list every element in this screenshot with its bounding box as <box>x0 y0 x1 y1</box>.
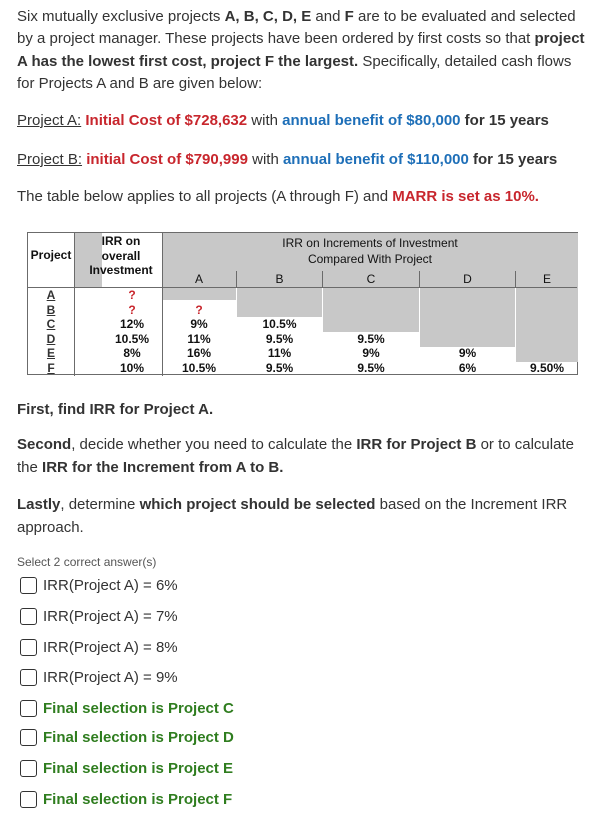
row-label-text: A <box>46 288 56 302</box>
irr-overall-d: 10.5% <box>114 331 150 346</box>
checkbox[interactable] <box>20 760 37 777</box>
option-label: Final selection is Project E <box>43 759 234 777</box>
row-label-c <box>28 317 74 332</box>
option-final-e[interactable] <box>20 759 233 777</box>
incr-c-vs-b: 10.5% <box>262 317 297 332</box>
intro-text-4: Specifically, detailed cash flows for Projects A and B are given below: <box>17 52 572 93</box>
incr-f-vs-c: 9.5% <box>357 361 385 375</box>
project-b-with: with <box>247 151 283 168</box>
intro-bold-sentence: project A has the lowest first cost, project F the largest. <box>17 30 585 70</box>
step-2-bold: IRR for Project B <box>356 436 477 453</box>
project-b-line <box>17 151 557 168</box>
option-irr-a-6[interactable] <box>20 576 178 594</box>
intro-paragraph <box>17 6 587 96</box>
checkbox[interactable] <box>20 577 37 594</box>
header-irr-line2: overall <box>101 248 141 263</box>
step-2-line-2 <box>17 459 283 476</box>
project-b-benefit: annual benefit of $110,000 <box>282 151 469 168</box>
header-irr-line3: Investment <box>89 263 153 277</box>
project-b-years: for 15 years <box>468 151 558 168</box>
incr-d-vs-b: 9.5% <box>265 331 294 346</box>
step-2-lead: Second <box>17 436 72 453</box>
option-label: IRR(Project A) = 7% <box>43 607 178 625</box>
option-label: Final selection is Project F <box>43 790 233 808</box>
col-header-c: C <box>366 272 376 286</box>
marr-text: The table below applies to all projects (A through F) and <box>17 188 393 205</box>
gray-diag-d <box>420 287 515 347</box>
header-incr-line2: Compared With Project <box>307 252 433 266</box>
option-final-f[interactable] <box>20 790 232 808</box>
step-2-text-2: or to calculate <box>476 436 574 453</box>
table-divider <box>74 233 75 376</box>
marr-line <box>17 188 539 205</box>
step-3-bold: which project should be selected <box>139 496 376 513</box>
intro-letter-f: F <box>344 8 354 25</box>
header-project: Project <box>30 248 72 262</box>
option-label: Final selection is Project D <box>43 728 234 746</box>
project-a-years: for 15 years <box>460 112 549 129</box>
irr-overall-f: 10% <box>119 361 145 375</box>
incr-e-vs-c: 9% <box>362 346 380 361</box>
irr-overall-a: ? <box>128 288 136 302</box>
project-a-benefit: annual benefit of $80,000 <box>282 112 461 129</box>
header-irr-line1: IRR on <box>101 234 141 248</box>
option-final-c[interactable] <box>20 699 234 717</box>
row-label-text: B <box>46 302 56 317</box>
step-2-text: , decide whether you need to calculate the <box>71 436 357 453</box>
step-2-line-1 <box>17 436 574 453</box>
row-label-text: C <box>46 317 56 332</box>
option-final-d[interactable] <box>20 728 234 746</box>
checkbox[interactable] <box>20 700 37 717</box>
step-2-bold-2: IRR for the Increment from A to B. <box>42 459 284 476</box>
col-header-a: A <box>194 272 203 286</box>
incr-d-vs-c: 9.5% <box>357 331 385 346</box>
option-label: IRR(Project A) = 8% <box>43 638 178 656</box>
incr-f-vs-b: 9.5% <box>265 361 294 375</box>
option-irr-a-9[interactable] <box>20 668 178 686</box>
project-b-cost: initial Cost of $790,999 <box>82 151 248 168</box>
row-label-text: F <box>47 361 55 375</box>
step-3-text: , determine <box>60 496 140 513</box>
checkbox[interactable] <box>20 608 37 625</box>
step-3-text-2: based on the Increment IRR <box>375 496 568 513</box>
checkbox[interactable] <box>20 791 37 808</box>
project-a-cost: Initial Cost of $728,632 <box>85 112 248 129</box>
step-3-lead: Lastly <box>17 496 61 513</box>
step-1: First, find IRR for Project A. <box>17 401 214 418</box>
option-irr-a-7[interactable] <box>20 607 178 625</box>
project-a-line <box>17 112 549 129</box>
checkbox[interactable] <box>20 669 37 686</box>
project-a-label: Project A: <box>17 112 82 129</box>
col-header-b: B <box>275 272 284 286</box>
option-irr-a-8[interactable] <box>20 638 178 656</box>
incr-e-vs-a: 16% <box>186 346 212 361</box>
intro-text-3: are to be evaluated and selected by a project manager. These projects have been ordered by first costs so that <box>17 8 576 48</box>
row-label-a <box>28 288 74 303</box>
incr-d-vs-a: 11% <box>187 331 211 346</box>
row-label-text: E <box>46 346 55 361</box>
header-incr-line1: IRR on Increments of Investment <box>282 236 458 250</box>
incr-e-vs-b: 11% <box>267 346 292 361</box>
marr-value: MARR is set as 10%. <box>392 188 539 205</box>
option-label: Final selection is Project C <box>43 699 234 717</box>
row-label-e <box>28 346 74 361</box>
incr-f-vs-d: 6% <box>458 361 477 375</box>
irr-overall-b: ? <box>128 302 136 317</box>
option-label: IRR(Project A) = 6% <box>43 576 178 594</box>
checkbox[interactable] <box>20 729 37 746</box>
select-hint: Select 2 correct answer(s) <box>17 555 157 569</box>
irr-overall-e: 8% <box>123 346 141 361</box>
incr-e-vs-d: 9% <box>458 346 477 361</box>
row-label-f <box>28 361 74 376</box>
row-label-b <box>28 303 74 318</box>
gray-diag-a <box>162 287 236 300</box>
header-irr-overall <box>80 234 162 278</box>
incr-b-vs-a: ? <box>195 302 203 317</box>
col-header-d: D <box>463 272 472 286</box>
gray-diag-c <box>323 287 419 332</box>
intro-text-2: and <box>311 8 345 25</box>
step-3-line-1 <box>17 496 567 513</box>
project-b-label: Project B: <box>17 151 83 168</box>
checkbox[interactable] <box>20 639 37 656</box>
intro-text-1: Six mutually exclusive projects <box>17 8 225 25</box>
irr-table <box>27 232 578 375</box>
gray-diag-b <box>237 287 322 317</box>
intro-letters: A, B, C, D, E <box>224 8 312 25</box>
incr-c-vs-a: 9% <box>190 317 208 332</box>
gray-diag-e <box>516 287 578 362</box>
step-2-text-3: the <box>17 459 43 476</box>
irr-overall-c: 12% <box>119 317 145 332</box>
row-label-d <box>28 332 74 347</box>
project-a-with: with <box>247 112 283 129</box>
header-increments <box>162 235 578 267</box>
incr-f-vs-a: 10.5% <box>181 361 217 375</box>
step-3-line-2: approach. <box>17 519 84 536</box>
row-label-text: D <box>46 331 56 346</box>
col-header-e: E <box>542 272 551 286</box>
option-label: IRR(Project A) = 9% <box>43 668 178 686</box>
incr-f-vs-e: 9.50% <box>529 361 565 375</box>
